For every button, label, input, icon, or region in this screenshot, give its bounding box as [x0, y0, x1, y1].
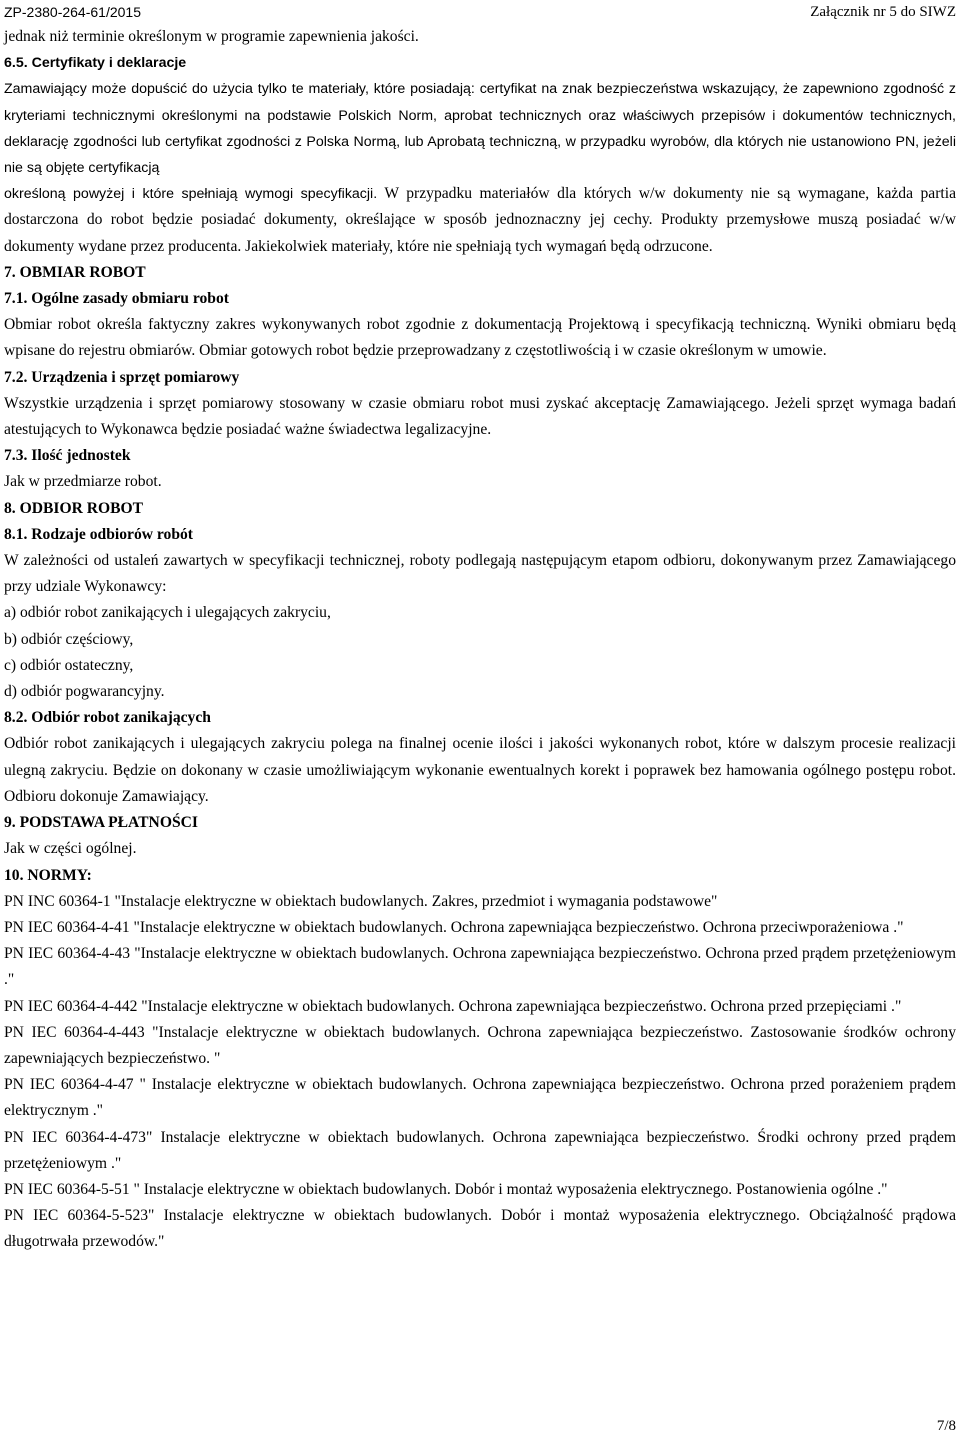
- section-9-heading: 9. PODSTAWA PŁATNOŚCI: [4, 814, 198, 832]
- section-8-1-heading: 8.1. Rodzaje odbiorów robót: [4, 525, 193, 543]
- norm-entry: PN IEC 60364-5-523" Instalacje elektryczne w obiektach budowlanych. Dobór i montaż wyposażenia elektrycznego. Obciążalność prądowa długotrwała przewodów.": [4, 1207, 956, 1251]
- section-8-heading: 8. ODBIOR ROBOT: [4, 499, 144, 517]
- norm-entry: PN IEC 60364-4-443 "Instalacje elektryczne w obiektach budowlanych. Ochrona zapewniająca bezpieczeństwo. Zastosowanie środków ochrony zapewniających bezpieczeństwo. ": [4, 1023, 956, 1067]
- norm-entry: PN IEC 60364-4-47 " Instalacje elektryczne w obiektach budowlanych. Ochrona zapewniająca bezpieczeństwo. Ochrona przed porażeniem prądem elektrycznym .": [4, 1076, 956, 1120]
- section-7-1-heading: 7.1. Ogólne zasady obmiaru robot: [4, 290, 229, 308]
- page-header: [4, 0, 956, 24]
- section-7-2-paragraph: Wszystkie urządzenia i sprzęt pomiarowy stosowany w czasie obmiaru robot musi zyskać akceptację Zamawiającego. Jeżeli sprzęt wymaga badań atestujących to Wykonawca będzie posiadać ważne świadectwa legalizacyjne.: [4, 394, 956, 439]
- intro-line: jednak niż terminie określonym w programie zapewnienia jakości.: [4, 28, 419, 45]
- document-page: [4, 0, 956, 1256]
- section-9-paragraph: Jak w części ogólnej.: [4, 840, 137, 858]
- section-6-5-sentence-serif: W przypadku materiałów dla których w/w dokumenty nie są wymagane, każda partia dostarczona do robot będzie posiadać dokumenty, określające w sposób jednoznaczny jej cechy. Produkty przemysłowe muszą posiadać w/w dokumenty wydane przez producenta. Jakiekolwiek materiały, które nie spełniają tych wymagań będą odrzucone.: [4, 185, 956, 255]
- section-10-heading: 10. NORMY:: [4, 866, 92, 884]
- list-item: d) odbiór pogwarancyjny.: [4, 683, 165, 701]
- list-item: b) odbiór częściowy,: [4, 630, 134, 648]
- section-7-3-paragraph: Jak w przedmiarze robot.: [4, 473, 162, 491]
- section-7-2-heading: 7.2. Urządzenia i sprzęt pomiarowy: [4, 368, 240, 386]
- section-7-heading: 7. OBMIAR ROBOT: [4, 263, 146, 281]
- norm-entry: PN IEC 60364-5-51 " Instalacje elektryczne w obiektach budowlanych. Dobór i montaż wyposażenia elektrycznego. Postanowienia ogólne .": [4, 1180, 888, 1198]
- document-reference: ZP-2380-264-61/2015: [4, 4, 141, 20]
- list-item: a) odbiór robot zanikających i ulegających zakryciu,: [4, 604, 331, 622]
- section-8-2-paragraph: Odbiór robot zanikających i ulegających zakryciu polega na finalnej ocenie ilości i jakości wykonanych robot, które w dalszym procesie realizacji ulegną zakryciu. Będzie on dokonany w czasie umożliwiającym wykonanie ewentualnych korekt i poprawek bez hamowania ogólnego postępu robot. Odbioru dokonuje Zamawiający.: [4, 735, 956, 805]
- norm-entry: PN IEC 60364-4-41 "Instalacje elektryczne w obiektach budowlanych. Ochrona zapewniająca bezpieczeństwo. Ochrona przeciwporażeniowa .": [4, 918, 904, 936]
- section-7-1-paragraph: Obmiar robot określa faktyczny zakres wykonywanych robot zgodnie z dokumentacją Projektową i specyfikacją techniczną. Wyniki obmiaru będą wpisane do rejestru obmiarów. Obmiar gotowych robot będzie przeprowadzany z częstotliwością i w czasie określonym w umowie.: [4, 316, 956, 360]
- attachment-label: Załącznik nr 5 do SIWZ: [810, 4, 956, 20]
- norm-entry: PN INC 60364-1 "Instalacje elektryczne w obiektach budowlanych. Zakres, przedmiot i wymagania podstawowe": [4, 892, 718, 910]
- page-number: 7/8: [936, 1418, 956, 1434]
- section-8-1-paragraph: W zależności od ustaleń zawartych w specyfikacji technicznej, roboty podlegają następującym etapom odbioru, dokonywanym przez Zamawiającego przy udziale Wykonawcy:: [4, 552, 956, 596]
- norm-entry: PN IEC 60364-4-442 "Instalacje elektryczne w obiektach budowlanych. Ochrona zapewniająca bezpieczeństwo. Ochrona przed przepięciami .": [4, 997, 902, 1015]
- norm-entry: PN IEC 60364-4-43 "Instalacje elektryczne w obiektach budowlanych. Ochrona zapewniająca bezpieczeństwo. Ochrona przed prądem przetężeniowym .": [4, 945, 956, 989]
- section-8-2-heading: 8.2. Odbiór robot zanikających: [4, 709, 211, 727]
- norm-entry: PN IEC 60364-4-473" Instalacje elektryczne w obiektach budowlanych. Ochrona zapewniająca bezpieczeństwo. Środki ochrony przed prądem przetężeniowym .": [4, 1128, 956, 1172]
- section-6-5-sentence-sans: określoną powyżej i które spełniają wymogi specyfikacji.: [4, 186, 378, 203]
- section-6-5-paragraph: Zamawiający może dopuścić do użycia tylko te materiały, które posiadają: certyfikat na znak bezpieczeństwa wskazujący, że zapewniono zgodność z kryteriami technicznymi określonymi na podstawie Polskich Norm, aprobat technicznych oraz właściwych przepisów i dokumentów technicznych, deklarację zgodności lub certyfikat zgodności z Polska Normą, lub Aprobatą techniczną, w przypadku wyrobów, dla których nie ustanowiono PN, jeżeli nie są objęte certyfikacją: [4, 81, 956, 177]
- list-item: c) odbiór ostateczny,: [4, 656, 134, 674]
- section-6-5-paragraph-2: [4, 181, 956, 260]
- section-7-3-heading: 7.3. Ilość jednostek: [4, 447, 131, 465]
- section-6-5-heading: 6.5. Certyfikaty i deklaracje: [4, 55, 187, 72]
